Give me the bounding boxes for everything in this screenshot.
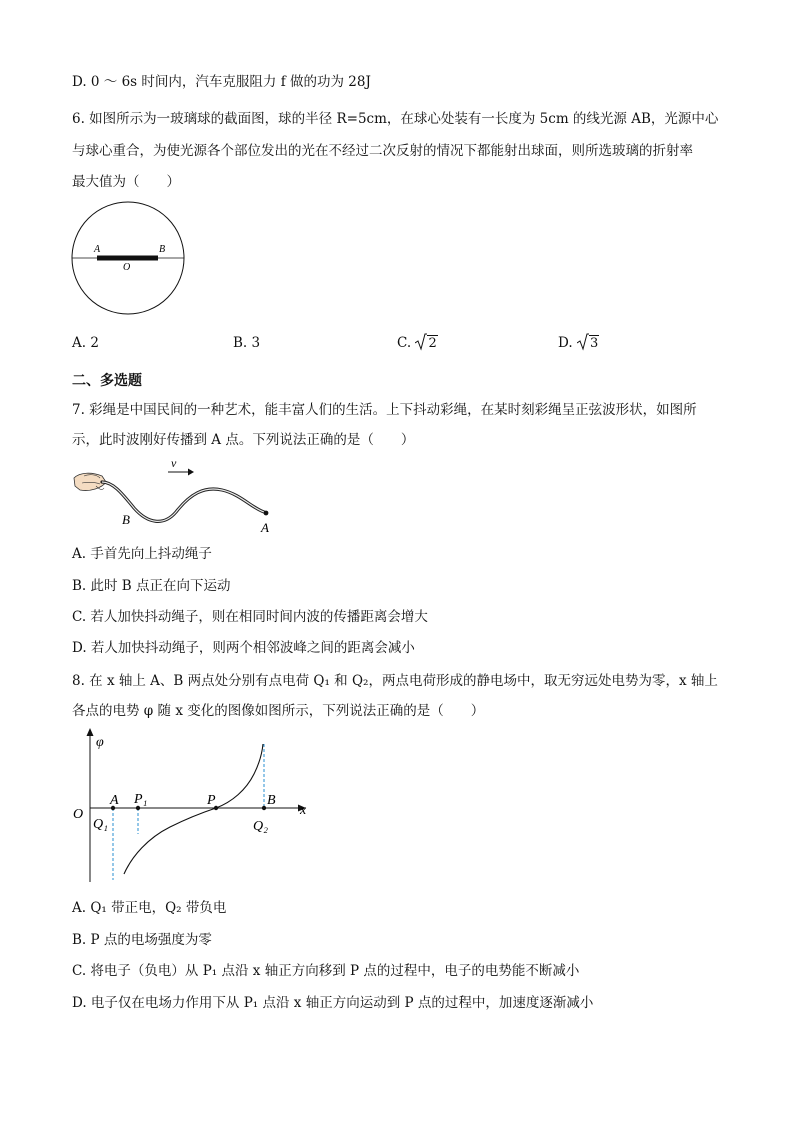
potential-graph <box>70 728 320 886</box>
q6-option-b: B. 3 <box>233 335 261 351</box>
label-b: B <box>159 244 166 255</box>
q8-option-b: B. P 点的电场强度为零 <box>72 932 212 948</box>
label-a: A <box>261 520 269 535</box>
q7-option-b: B. 此时 B 点正在向下运动 <box>72 578 231 594</box>
rope-wave-figure <box>72 456 282 538</box>
q8-stem-line1: 8. 在 x 轴上 A、B 两点处分别有点电荷 Q₁ 和 Q₂，两点电荷形成的静电场中，取无穷远处电势为零，x 轴上 <box>72 673 718 689</box>
label-b: B <box>267 793 276 808</box>
q8-option-c: C. 将电子（负电）从 P₁ 点沿 x 轴正方向移到 P 点的过程中，电子的电势能不断减小 <box>72 963 580 979</box>
sqrt-symbol <box>415 333 427 351</box>
q6-option-a: A. 2 <box>72 335 99 351</box>
q8-stem-line2: 各点的电势 φ 随 x 变化的图像如图所示，下列说法正确的是（ ） <box>72 703 485 719</box>
label-b: B <box>122 512 130 527</box>
label-a: A <box>94 244 101 255</box>
q7-option-d: D. 若人加快抖动绳子，则两个相邻波峰之间的距离会减小 <box>72 640 415 656</box>
q6-stem-line3: 最大值为（ ） <box>72 174 180 190</box>
q7-stem-line1: 7. 彩绳是中国民间的一种艺术，能丰富人们的生活。上下抖动彩绳，在某时刻彩绳呈正弦波形状，如图所 <box>72 402 697 418</box>
label-q2: Q₂ <box>253 819 268 834</box>
label-phi: φ <box>96 735 104 750</box>
label-a: A <box>110 793 119 808</box>
point-a <box>264 511 269 516</box>
q6-option-c: C. 2 <box>397 335 437 351</box>
glass-sphere-figure <box>66 200 196 318</box>
section-title: 二、多选题 <box>72 373 142 389</box>
line-source-ab <box>97 256 158 261</box>
q6-stem-line2: 与球心重合，为使光源各个部位发出的光在不经过二次反射的情况下都能射出球面，则所选玻璃的折射率 <box>72 143 693 159</box>
label-p: P <box>207 793 216 808</box>
point-b <box>262 806 266 810</box>
label-o: O <box>73 807 84 822</box>
label-q1: Q₁ <box>93 817 108 832</box>
q5-option-d: D. 0 ～ 6s 时间内，汽车克服阻力 f 做的功为 28J <box>72 74 371 90</box>
q8-option-a: A. Q₁ 带正电，Q₂ 带负电 <box>72 900 227 916</box>
q8-option-d: D. 电子仅在电场力作用下从 P₁ 点沿 x 轴正方向运动到 P 点的过程中，加速度逐渐减小 <box>72 995 594 1011</box>
q7-option-a: A. 手首先向上抖动绳子 <box>72 546 212 562</box>
q6-option-d: D. 3 <box>558 335 599 351</box>
label-x: x <box>300 803 307 818</box>
label-v: v <box>171 456 177 470</box>
label-o: O <box>123 262 131 273</box>
sqrt-symbol <box>577 333 589 351</box>
q6-stem-line1: 6. 如图所示为一玻璃球的截面图，球的半径 R=5cm，在球心处装有一长度为 5cm 的线光源 AB，光源中心 <box>72 111 719 127</box>
q7-stem-line2: 示，此时波刚好传播到 A 点。下列说法正确的是（ ） <box>72 432 415 448</box>
q7-option-c: C. 若人加快抖动绳子，则在相同时间内波的传播距离会增大 <box>72 609 428 625</box>
label-p1: P₁ <box>134 792 148 807</box>
potential-curve <box>124 744 263 874</box>
